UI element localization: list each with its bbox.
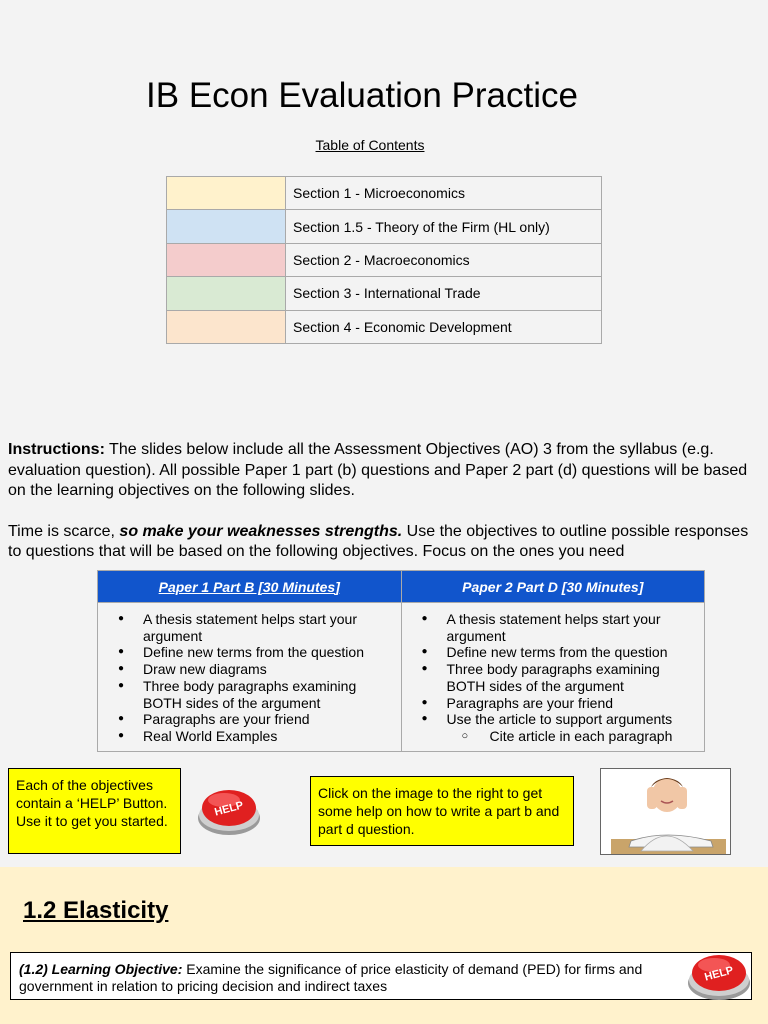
objectives-text: Use the objectives to outline possible responses to questions that will be based on the following objectives. Focus on the ones you need [8, 522, 749, 560]
stressed-student-image[interactable] [600, 768, 731, 855]
toc-section-label[interactable]: Section 3 - International Trade [286, 277, 602, 310]
toc-row[interactable] [167, 310, 602, 343]
toc-section-label[interactable]: Section 2 - Macroeconomics [286, 243, 602, 276]
toc-section-label[interactable]: Section 4 - Economic Development [286, 310, 602, 343]
paper1-list [106, 611, 393, 745]
toc-color-swatch [167, 310, 286, 343]
instructions-paragraph-1 [8, 440, 764, 502]
list-item: ● Paragraphs are your friend [410, 695, 697, 712]
objective-help-label: HELP [703, 964, 735, 984]
paper1-header[interactable] [98, 571, 402, 603]
time-scarce-text: Time is scarce, [8, 522, 120, 540]
learning-objective-box [10, 952, 752, 1000]
instructions [8, 440, 764, 583]
paper1-list-cell [98, 603, 402, 752]
paper2-list [410, 611, 697, 745]
toc-row[interactable] [167, 277, 602, 310]
weakness-emphasis: so make your weaknesses strengths. [119, 522, 403, 540]
toc-section-label[interactable]: Section 1 - Microeconomics [286, 177, 602, 210]
toc-heading: Table of Contents [315, 137, 425, 153]
toc-row[interactable] [167, 210, 602, 243]
objective-text: Examine the significance of price elasticity of demand (PED) for firms and government in relation to pricing decision and indirect taxes [19, 961, 643, 994]
instructions-paragraph-2 [8, 522, 764, 563]
table-of-contents [166, 176, 602, 344]
paper2-header-text: Paper 2 Part D [30 Minutes] [462, 578, 644, 595]
list-item: ● Three body paragraphs examining BOTH sides of the argument [106, 678, 393, 711]
toc-color-swatch [167, 177, 286, 210]
paper2-list-cell [401, 603, 705, 752]
help-button-label: HELP [213, 799, 245, 819]
toc-color-swatch [167, 277, 286, 310]
objective-help-button[interactable] [686, 947, 752, 1003]
list-item: ● Draw new diagrams [106, 661, 393, 678]
list-item: ● A thesis statement helps start your argument [410, 611, 697, 644]
list-item: ● Real World Examples [106, 728, 393, 745]
elasticity-section-band [0, 867, 768, 1024]
help-button[interactable] [196, 782, 262, 838]
toc-row[interactable] [167, 177, 602, 210]
list-item: ● Paragraphs are your friend [106, 711, 393, 728]
toc-row[interactable] [167, 243, 602, 276]
page-title: IB Econ Evaluation Practice [146, 76, 578, 115]
section-heading: 1.2 Elasticity [23, 897, 169, 924]
list-item: ● A thesis statement helps start your argument [106, 611, 393, 644]
instructions-label: Instructions: [8, 441, 105, 458]
paper1-header-link[interactable]: Paper 1 Part B [30 Minutes] [158, 578, 340, 595]
help-note: Each of the objectives contain a ‘HELP’ Button. Use it to get you started. [8, 768, 181, 854]
toc-color-swatch [167, 243, 286, 276]
toc-section-label[interactable]: Section 1.5 - Theory of the Firm (HL only) [286, 210, 602, 243]
instructions-text: The slides below include all the Assessment Objectives (AO) 3 from the syllabus (e.g. evaluation question). All possible Paper 1 part (b) questions and Paper 2 part (d) questions will be based on the learning objectives on the following slides. [8, 441, 748, 499]
list-item: ● Three body paragraphs examining BOTH sides of the argument [410, 661, 697, 694]
paper2-header [401, 571, 705, 603]
list-item: ● Use the article to support arguments [410, 711, 697, 728]
objective-label: (1.2) Learning Objective: [19, 961, 183, 977]
list-item: ● Define new terms from the question [106, 644, 393, 661]
list-item: ● Define new terms from the question [410, 644, 697, 661]
list-subitem: ○ Cite article in each paragraph [410, 728, 697, 745]
paper-guide-table [97, 570, 705, 752]
toc-color-swatch [167, 210, 286, 243]
image-help-note: Click on the image to the right to get some help on how to write a part b and part d question. [310, 776, 574, 846]
